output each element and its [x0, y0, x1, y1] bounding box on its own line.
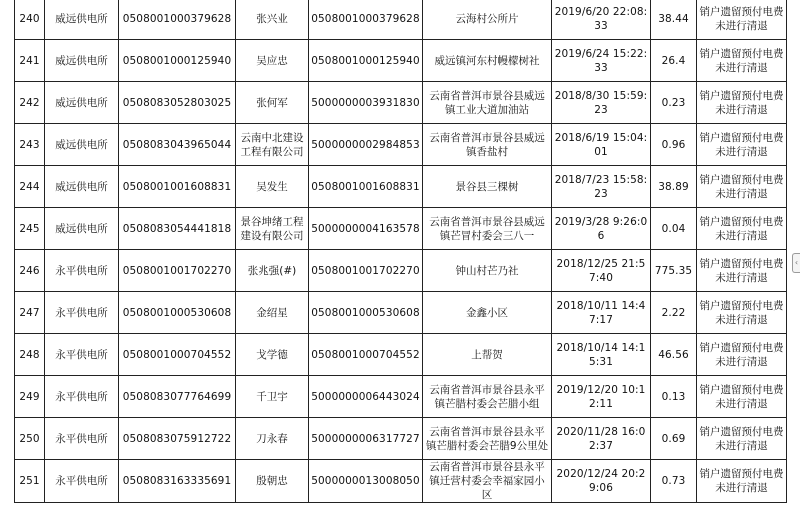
account-number-cell: 0508001001702270	[119, 250, 236, 292]
account-number-cell: 0508083075912722	[119, 418, 236, 460]
address-cell: 云南省普洱市景谷县威远镇香盐村	[423, 124, 552, 166]
closing-time-cell: 2020/11/28 16:02:37	[552, 418, 651, 460]
row-number-cell: 248	[15, 334, 45, 376]
account-number-cell: 0508083052803025	[119, 82, 236, 124]
office-cell: 威远供电所	[45, 166, 119, 208]
balance-amount-cell: 0.04	[651, 208, 697, 250]
customer-name-cell: 戈学德	[236, 334, 309, 376]
remark-cell: 销户遗留预付电费未进行清退	[697, 334, 787, 376]
meter-number-cell: 5000000003931830	[309, 82, 423, 124]
office-cell: 永平供电所	[45, 292, 119, 334]
office-cell: 永平供电所	[45, 460, 119, 503]
address-cell: 金鑫小区	[423, 292, 552, 334]
customer-name-cell: 景谷坤绪工程建设有限公司	[236, 208, 309, 250]
customer-name-cell: 张兆强(#)	[236, 250, 309, 292]
remark-cell: 销户遗留预付电费未进行清退	[697, 376, 787, 418]
address-cell: 云南省普洱市景谷县永平镇芒腊村委会芒腊9公里处	[423, 418, 552, 460]
row-number-cell: 246	[15, 250, 45, 292]
closing-time-cell: 2020/12/24 20:29:06	[552, 460, 651, 503]
office-cell: 永平供电所	[45, 418, 119, 460]
balance-amount-cell: 0.73	[651, 460, 697, 503]
customer-name-cell: 刀永春	[236, 418, 309, 460]
account-number-cell: 0508001000530608	[119, 292, 236, 334]
remark-cell: 销户遗留预付电费未进行清退	[697, 166, 787, 208]
meter-number-cell: 5000000006443024	[309, 376, 423, 418]
account-number-cell: 0508001000125940	[119, 40, 236, 82]
table-row	[15, 250, 787, 292]
office-cell: 永平供电所	[45, 334, 119, 376]
remark-cell: 销户遗留预付电费未进行清退	[697, 40, 787, 82]
balance-amount-cell: 775.35	[651, 250, 697, 292]
closing-time-cell: 2018/10/11 14:47:17	[552, 292, 651, 334]
account-number-cell: 0508083043965044	[119, 124, 236, 166]
records-body	[15, 0, 787, 503]
office-cell: 威远供电所	[45, 0, 119, 40]
closing-time-cell: 2019/6/24 15:22:33	[552, 40, 651, 82]
balance-amount-cell: 46.56	[651, 334, 697, 376]
remark-cell: 销户遗留预付电费未进行清退	[697, 82, 787, 124]
office-cell: 威远供电所	[45, 40, 119, 82]
account-number-cell: 0508001000704552	[119, 334, 236, 376]
office-cell: 威远供电所	[45, 82, 119, 124]
table-row	[15, 334, 787, 376]
closing-time-cell: 2018/12/25 21:57:40	[552, 250, 651, 292]
remark-cell: 销户遗留预付电费未进行清退	[697, 0, 787, 40]
account-number-cell: 0508083054441818	[119, 208, 236, 250]
closing-time-cell: 2019/12/20 10:12:11	[552, 376, 651, 418]
office-cell: 威远供电所	[45, 208, 119, 250]
balance-amount-cell: 0.13	[651, 376, 697, 418]
address-cell: 钟山村芒乃社	[423, 250, 552, 292]
address-cell: 云南省普洱市景谷县永平镇迁营村委会幸福家园小区	[423, 460, 552, 503]
balance-amount-cell: 38.89	[651, 166, 697, 208]
balance-amount-cell: 0.69	[651, 418, 697, 460]
table-row	[15, 0, 787, 40]
remark-cell: 销户遗留预付电费未进行清退	[697, 292, 787, 334]
table-row	[15, 292, 787, 334]
meter-number-cell: 0508001000704552	[309, 334, 423, 376]
table-row	[15, 82, 787, 124]
balance-amount-cell: 38.44	[651, 0, 697, 40]
remark-cell: 销户遗留预付电费未进行清退	[697, 460, 787, 503]
customer-name-cell: 张何军	[236, 82, 309, 124]
row-number-cell: 250	[15, 418, 45, 460]
office-cell: 永平供电所	[45, 376, 119, 418]
closing-time-cell: 2018/10/14 14:15:31	[552, 334, 651, 376]
row-number-cell: 242	[15, 82, 45, 124]
row-number-cell: 240	[15, 0, 45, 40]
customer-name-cell: 金绍星	[236, 292, 309, 334]
row-number-cell: 243	[15, 124, 45, 166]
customer-name-cell: 吴发生	[236, 166, 309, 208]
meter-number-cell: 0508001000125940	[309, 40, 423, 82]
remark-cell: 销户遗留预付电费未进行清退	[697, 208, 787, 250]
address-cell: 云南省普洱市景谷县威远镇工业大道加油站	[423, 82, 552, 124]
address-cell: 云海村公所片	[423, 0, 552, 40]
closing-time-cell: 2018/6/19 15:04:01	[552, 124, 651, 166]
row-number-cell: 244	[15, 166, 45, 208]
customer-name-cell: 吴应忠	[236, 40, 309, 82]
balance-amount-cell: 26.4	[651, 40, 697, 82]
address-cell: 威远镇河东村幔檬树社	[423, 40, 552, 82]
table-row	[15, 460, 787, 503]
row-number-cell: 241	[15, 40, 45, 82]
account-number-cell: 0508001001608831	[119, 166, 236, 208]
address-cell: 云南省普洱市景谷县威远镇芒冒村委会三八一	[423, 208, 552, 250]
office-cell: 永平供电所	[45, 250, 119, 292]
meter-number-cell: 0508001000379628	[309, 0, 423, 40]
row-number-cell: 245	[15, 208, 45, 250]
balance-amount-cell: 2.22	[651, 292, 697, 334]
meter-number-cell: 5000000002984853	[309, 124, 423, 166]
closing-time-cell: 2019/6/20 22:08:33	[552, 0, 651, 40]
address-cell: 上帮贺	[423, 334, 552, 376]
customer-name-cell: 千卫宇	[236, 376, 309, 418]
customer-name-cell: 张兴业	[236, 0, 309, 40]
table-row	[15, 376, 787, 418]
meter-number-cell: 5000000006317727	[309, 418, 423, 460]
row-number-cell: 249	[15, 376, 45, 418]
remark-cell: 销户遗留预付电费未进行清退	[697, 124, 787, 166]
meter-number-cell: 5000000004163578	[309, 208, 423, 250]
closing-time-cell: 2018/7/23 15:58:23	[552, 166, 651, 208]
balance-amount-cell: 0.23	[651, 82, 697, 124]
account-number-cell: 0508083163335691	[119, 460, 236, 503]
customer-name-cell: 云南中北建设工程有限公司	[236, 124, 309, 166]
table-row	[15, 40, 787, 82]
meter-number-cell: 5000000013008050	[309, 460, 423, 503]
row-number-cell: 247	[15, 292, 45, 334]
table-row	[15, 124, 787, 166]
row-number-cell: 251	[15, 460, 45, 503]
address-cell: 景谷县三棵树	[423, 166, 552, 208]
closing-time-cell: 2019/3/28 9:26:06	[552, 208, 651, 250]
meter-number-cell: 0508001001608831	[309, 166, 423, 208]
customer-name-cell: 殷朝忠	[236, 460, 309, 503]
remark-cell: 销户遗留预付电费未进行清退	[697, 418, 787, 460]
closing-time-cell: 2018/8/30 15:59:23	[552, 82, 651, 124]
balance-amount-cell: 0.96	[651, 124, 697, 166]
table-row	[15, 418, 787, 460]
meter-number-cell: 0508001000530608	[309, 292, 423, 334]
table-row	[15, 208, 787, 250]
meter-number-cell: 0508001001702270	[309, 250, 423, 292]
account-number-cell: 0508001000379628	[119, 0, 236, 40]
office-cell: 威远供电所	[45, 124, 119, 166]
refund-records-table	[14, 0, 787, 503]
address-cell: 云南省普洱市景谷县永平镇芒腊村委会芒腊小组	[423, 376, 552, 418]
account-number-cell: 0508083077764699	[119, 376, 236, 418]
remark-cell: 销户遗留预付电费未进行清退	[697, 250, 787, 292]
chevron-left-icon[interactable]: ‹	[792, 253, 800, 273]
table-row	[15, 166, 787, 208]
